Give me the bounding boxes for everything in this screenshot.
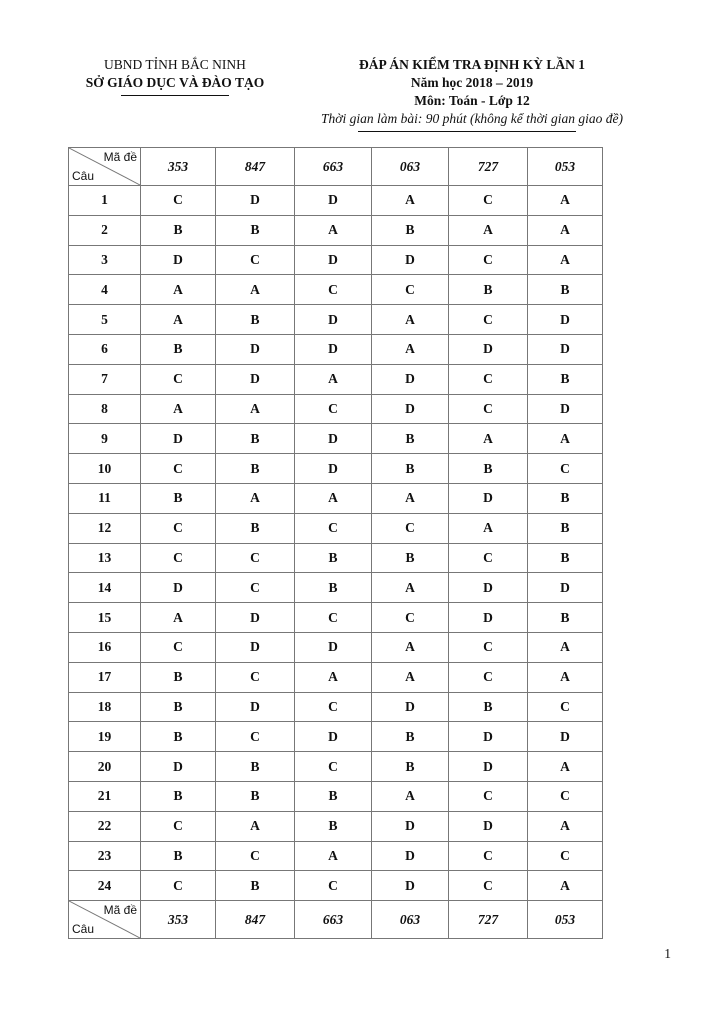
answer-cell: D (372, 394, 449, 424)
answer-cell: C (141, 811, 216, 841)
answer-cell: A (295, 841, 372, 871)
answer-cell: B (295, 573, 372, 603)
answer-cell: D (372, 692, 449, 722)
answer-cell: B (295, 543, 372, 573)
answer-cell: D (372, 245, 449, 275)
answer-cell: B (372, 543, 449, 573)
answer-cell: C (295, 871, 372, 901)
question-number: 7 (69, 364, 141, 394)
answer-cell: B (216, 305, 295, 335)
answer-cell: D (141, 424, 216, 454)
exam-code-header: 053 (528, 148, 603, 186)
answer-cell: C (528, 781, 603, 811)
answer-cell: A (372, 186, 449, 216)
answer-cell: B (216, 215, 295, 245)
answer-cell: D (295, 424, 372, 454)
answer-cell: D (449, 334, 528, 364)
answer-cell: B (216, 781, 295, 811)
answer-cell: B (449, 692, 528, 722)
question-number: 6 (69, 334, 141, 364)
answer-cell: C (528, 841, 603, 871)
answer-cell: A (528, 186, 603, 216)
table-row (69, 334, 603, 364)
answer-cell: D (141, 752, 216, 782)
answer-cell: D (216, 603, 295, 633)
answer-cell: C (449, 781, 528, 811)
answer-cell: A (528, 811, 603, 841)
answer-cell: A (141, 394, 216, 424)
answer-cell: C (449, 394, 528, 424)
issuer-block (62, 56, 288, 96)
question-number: 12 (69, 513, 141, 543)
answer-cell: A (295, 364, 372, 394)
answer-cell: D (295, 305, 372, 335)
answer-cell: B (216, 871, 295, 901)
question-number: 23 (69, 841, 141, 871)
exam-code-footer: 053 (528, 901, 603, 939)
answer-cell: D (295, 186, 372, 216)
question-number: 17 (69, 662, 141, 692)
title-underline (358, 131, 576, 132)
answer-cell: C (141, 632, 216, 662)
table-row (69, 275, 603, 305)
table-row (69, 662, 603, 692)
exam-code-label: Mã đề (103, 903, 137, 918)
answer-cell: C (449, 632, 528, 662)
answer-cell: C (216, 245, 295, 275)
question-number: 24 (69, 871, 141, 901)
answer-cell: B (141, 781, 216, 811)
answer-cell: A (449, 215, 528, 245)
answer-cell: D (372, 871, 449, 901)
answer-cell: D (528, 305, 603, 335)
table-row (69, 841, 603, 871)
table-header-row (69, 148, 603, 186)
answer-cell: B (141, 692, 216, 722)
answer-cell: A (528, 662, 603, 692)
question-number: 22 (69, 811, 141, 841)
answer-cell: B (528, 543, 603, 573)
answer-cell: B (528, 483, 603, 513)
answer-cell: A (528, 871, 603, 901)
answer-cell: B (216, 752, 295, 782)
answer-cell: C (528, 692, 603, 722)
answer-cell: D (295, 454, 372, 484)
answer-cell: B (449, 454, 528, 484)
exam-code-header: 727 (449, 148, 528, 186)
question-label: Câu (72, 922, 95, 937)
answer-cell: A (528, 215, 603, 245)
answer-cell: A (141, 275, 216, 305)
answer-cell: D (528, 573, 603, 603)
answer-cell: B (528, 603, 603, 633)
question-number: 4 (69, 275, 141, 305)
answer-cell: D (372, 811, 449, 841)
answer-cell: D (372, 364, 449, 394)
table-row (69, 692, 603, 722)
answer-cell: A (216, 275, 295, 305)
answer-cell: A (449, 513, 528, 543)
answer-cell: B (372, 424, 449, 454)
question-number: 16 (69, 632, 141, 662)
exam-code-header: 063 (372, 148, 449, 186)
table-footer-row (69, 901, 603, 939)
table-row (69, 424, 603, 454)
answer-key-body (69, 148, 603, 939)
answer-cell: D (372, 841, 449, 871)
answer-cell: A (372, 632, 449, 662)
exam-code-label: Mã đề (103, 150, 137, 164)
answer-cell: D (295, 334, 372, 364)
answer-cell: D (295, 722, 372, 752)
table-row (69, 871, 603, 901)
answer-cell: C (449, 186, 528, 216)
table-row (69, 394, 603, 424)
table-row (69, 305, 603, 335)
answer-cell: C (449, 364, 528, 394)
table-row (69, 186, 603, 216)
question-number: 20 (69, 752, 141, 782)
answer-cell: D (216, 364, 295, 394)
question-label: Câu (72, 169, 95, 183)
exam-code-footer: 663 (295, 901, 372, 939)
answer-cell: D (449, 573, 528, 603)
document-title: ĐÁP ÁN KIỂM TRA ĐỊNH KỲ LẦN 1 (359, 57, 585, 72)
title-block (292, 56, 652, 132)
answer-cell: D (216, 692, 295, 722)
answer-cell: C (449, 245, 528, 275)
answer-cell: D (449, 752, 528, 782)
answer-cell: C (295, 513, 372, 543)
exam-code-header: 663 (295, 148, 372, 186)
answer-cell: B (141, 662, 216, 692)
question-number: 10 (69, 454, 141, 484)
answer-cell: C (141, 186, 216, 216)
answer-cell: D (295, 245, 372, 275)
answer-cell: C (295, 752, 372, 782)
answer-cell: D (295, 632, 372, 662)
answer-cell: A (372, 573, 449, 603)
table-row (69, 215, 603, 245)
answer-cell: A (216, 394, 295, 424)
answer-cell: B (141, 722, 216, 752)
table-row (69, 454, 603, 484)
answer-cell: C (141, 871, 216, 901)
answer-cell: C (216, 543, 295, 573)
answer-cell: B (295, 811, 372, 841)
answer-cell: A (528, 752, 603, 782)
answer-cell: C (372, 513, 449, 543)
table-row (69, 543, 603, 573)
exam-code-footer: 727 (449, 901, 528, 939)
answer-cell: D (449, 603, 528, 633)
question-number: 14 (69, 573, 141, 603)
table-row (69, 811, 603, 841)
table-row (69, 245, 603, 275)
answer-cell: C (216, 662, 295, 692)
answer-cell: B (141, 334, 216, 364)
exam-code-footer: 353 (141, 901, 216, 939)
answer-cell: C (295, 394, 372, 424)
answer-cell: A (372, 483, 449, 513)
school-year: Năm học 2018 – 2019 (410, 75, 534, 90)
table-row (69, 722, 603, 752)
answer-cell: C (295, 692, 372, 722)
answer-cell: D (528, 334, 603, 364)
answer-cell: C (372, 275, 449, 305)
answer-cell: A (216, 483, 295, 513)
question-number: 13 (69, 543, 141, 573)
answer-cell: A (372, 662, 449, 692)
question-number: 5 (69, 305, 141, 335)
answer-cell: B (372, 752, 449, 782)
table-row (69, 603, 603, 633)
table-row (69, 752, 603, 782)
table-row (69, 632, 603, 662)
subject-grade: Môn: Toán - Lớp 12 (414, 93, 530, 108)
answer-cell: C (216, 573, 295, 603)
answer-cell: A (295, 215, 372, 245)
answer-cell: C (449, 305, 528, 335)
answer-cell: D (216, 334, 295, 364)
answer-cell: B (528, 275, 603, 305)
answer-cell: A (372, 305, 449, 335)
exam-code-footer: 847 (216, 901, 295, 939)
answer-cell: A (528, 632, 603, 662)
answer-cell: B (141, 483, 216, 513)
answer-cell: D (141, 245, 216, 275)
question-number: 8 (69, 394, 141, 424)
answer-cell: C (141, 513, 216, 543)
answer-cell: A (295, 662, 372, 692)
exam-code-header: 353 (141, 148, 216, 186)
table-row (69, 483, 603, 513)
answer-cell: C (449, 871, 528, 901)
question-number: 3 (69, 245, 141, 275)
department-name: SỞ GIÁO DỤC VÀ ĐÀO TẠO (85, 75, 265, 90)
answer-cell: D (449, 811, 528, 841)
answer-cell: B (216, 424, 295, 454)
province-committee: UBND TỈNH BẮC NINH (104, 57, 246, 72)
answer-cell: B (372, 454, 449, 484)
question-number: 15 (69, 603, 141, 633)
answer-key-table (68, 147, 603, 939)
question-number: 2 (69, 215, 141, 245)
answer-cell: C (295, 603, 372, 633)
question-number: 19 (69, 722, 141, 752)
answer-cell: D (528, 722, 603, 752)
answer-cell: D (528, 394, 603, 424)
answer-cell: B (449, 275, 528, 305)
header-corner-cell (69, 148, 141, 186)
answer-cell: A (372, 781, 449, 811)
answer-cell: C (141, 543, 216, 573)
answer-cell: A (528, 245, 603, 275)
answer-cell: A (141, 305, 216, 335)
answer-cell: B (528, 364, 603, 394)
answer-cell: C (372, 603, 449, 633)
answer-cell: C (449, 543, 528, 573)
answer-cell: C (449, 841, 528, 871)
table-row (69, 513, 603, 543)
time-allowed: Thời gian làm bài: 90 phút (không kể thời gian giao đề) (320, 111, 623, 126)
answer-cell: A (141, 603, 216, 633)
question-number: 21 (69, 781, 141, 811)
answer-cell: D (216, 632, 295, 662)
answer-cell: B (141, 215, 216, 245)
exam-code-footer: 063 (372, 901, 449, 939)
question-number: 18 (69, 692, 141, 722)
answer-cell: A (216, 811, 295, 841)
answer-cell: D (449, 483, 528, 513)
answer-cell: A (295, 483, 372, 513)
answer-cell: A (449, 424, 528, 454)
answer-cell: C (295, 275, 372, 305)
answer-cell: C (141, 364, 216, 394)
answer-cell: B (295, 781, 372, 811)
question-number: 9 (69, 424, 141, 454)
answer-cell: C (216, 841, 295, 871)
answer-cell: B (372, 722, 449, 752)
exam-code-header: 847 (216, 148, 295, 186)
answer-cell: C (141, 454, 216, 484)
table-row (69, 781, 603, 811)
answer-cell: A (372, 334, 449, 364)
answer-cell: C (449, 662, 528, 692)
table-row (69, 573, 603, 603)
answer-cell: D (216, 186, 295, 216)
answer-cell: B (372, 215, 449, 245)
table-row (69, 364, 603, 394)
footer-corner-cell (69, 901, 141, 939)
page-number: 1 (664, 946, 671, 961)
answer-cell: D (449, 722, 528, 752)
answer-cell: C (528, 454, 603, 484)
answer-cell: B (216, 454, 295, 484)
question-number: 1 (69, 186, 141, 216)
answer-cell: B (216, 513, 295, 543)
answer-cell: D (141, 573, 216, 603)
question-number: 11 (69, 483, 141, 513)
answer-cell: B (528, 513, 603, 543)
answer-cell: A (528, 424, 603, 454)
answer-cell: C (216, 722, 295, 752)
issuer-underline (121, 95, 229, 96)
answer-cell: B (141, 841, 216, 871)
